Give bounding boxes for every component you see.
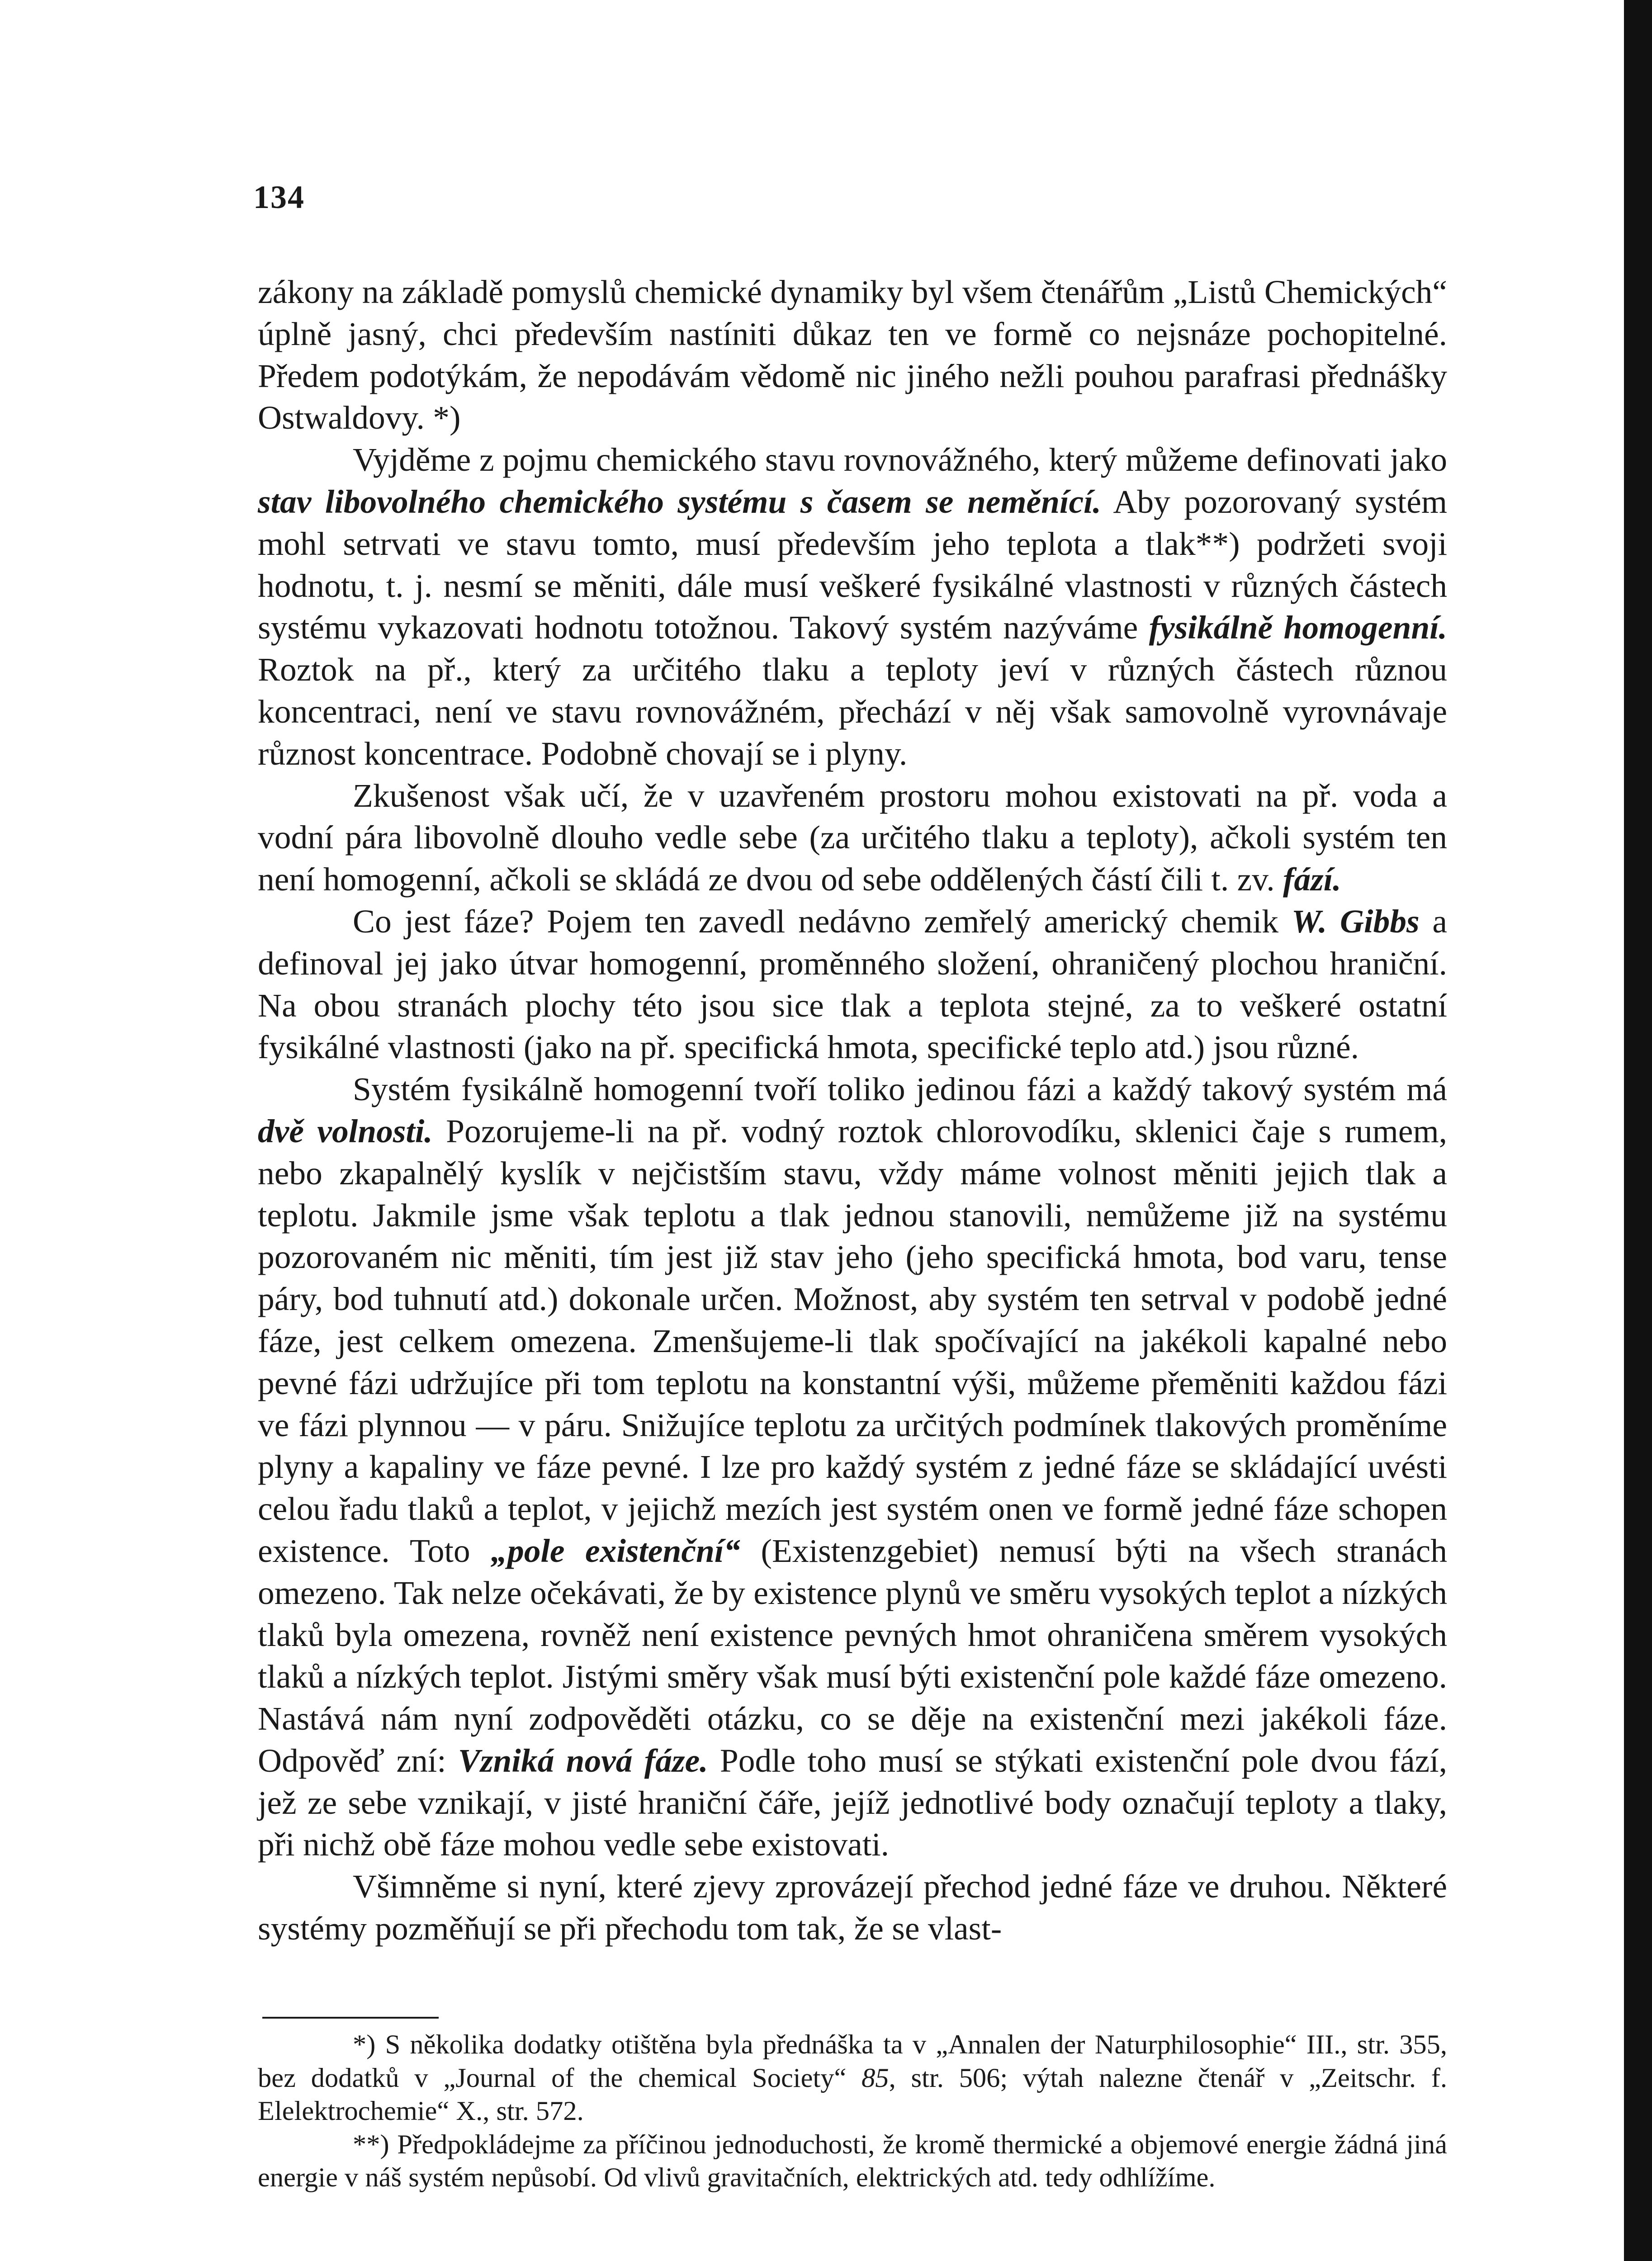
scan-edge-border: [1624, 0, 1652, 2261]
footnote-2-text: **) Předpokládejme za příčinou jednoduchosti, že kromě thermické a objemové energie žádná jiná energie v náš systém nepůsobí. Od vlivů gravitačních, elektrických atd. tedy odhlížíme.: [258, 2129, 1447, 2193]
paragraph-2-emphasis-b: fysikálně homogenní.: [1149, 609, 1447, 646]
paragraph-5-text-b: Pozorujeme-li na př. vodný roztok chlorovodíku, sklenici čaje s rumem, nebo zkapalnělý kyslík v nejčistším stavu, vždy máme volnost měniti jejich tlak a teplotu. Jakmile jsme však teplotu a tlak jednou stanovili, nemůžeme již na systému pozorovaném nic měniti, tím jest již stav jeho (jeho specifická hmota, bod varu, tense páry, bod tuhnutí atd.) dokonale určen. Možnost, aby systém ten setrval v podobě jedné fáze, jest celkem omezena. Zmenšujeme-li tlak spočívající na jakékoli kapalné nebo pevné fázi udržujíce při tom teplotu na konstantní výši, můžeme přeměniti každou fázi ve fázi plynnou — v páru. Snižujíce teplotu za určitých podmínek tlakových proměníme plyny a kapaliny ve fáze pevné. I lze pro každý systém z jedné fáze se skládající uvésti celou řadu tlaků a teplot, v jejichž mezích jest systém onen ve formě jedné fáze schopen existence. Toto: [258, 1112, 1447, 1569]
page-number: 134: [253, 179, 305, 215]
paragraph-2-text-b: Aby pozorovaný systém mohl setrvati ve stavu tomto, musí především jeho teplota a tlak**) podržeti svoji hodnotu, t. j. nesmí se měniti, dále musí veškeré fysikálné vlastnosti v různých částech systému vykazovati hodnotu totožnou. Takový systém nazýváme: [258, 483, 1447, 646]
footnote-1-text-b: , str. 506; výtah nalezne čtenář v „Zeitschr. f. Elelektrochemie“ X., str. 572.: [258, 2062, 1448, 2126]
paragraph-2-text-c: Roztok na př., který za určitého tlaku a teploty jeví v různých částech různou koncentraci, není ve stavu rovnovážném, přechází v něj však samovolně vyrovnávaje různost koncentrace. Podobně chovají se i plyny.: [258, 651, 1447, 772]
paragraph-2-text-a: Vyjděme z pojmu chemického stavu rovnovážného, který můžeme definovati jako: [353, 441, 1447, 478]
paragraph-1: [258, 271, 1447, 439]
paragraph-6-text: Všimněme si nyní, které zjevy zprovázejí přechod jedné fáze ve druhou. Některé systémy pozměňují se při přechodu tom tak, že se vlast-: [258, 1868, 1447, 1947]
paragraph-4: [258, 901, 1447, 1069]
paragraph-5-text-c: (Existenzgebiet) nemusí býti na všech stranách omezeno. Tak nelze očekávati, že by existence plynů ve směru vysokých teplot a nízkých tlaků byla omezena, rovněž není existence pevných hmot ohraničena směrem vysokých tlaků a nízkých teplot. Jistými směry však musí býti existenční pole každé fáze omezeno. Nastává nám nyní zodpověděti otázku, co se děje na existenční mezi jakékoli fáze. Odpověď zní:: [258, 1532, 1447, 1779]
footnote-1: [258, 2028, 1447, 2128]
main-text: [258, 271, 1447, 1950]
paragraph-6: [258, 1866, 1447, 1950]
footnotes: [258, 2028, 1447, 2195]
paragraph-1-text: zákony na základě pomyslů chemické dynamiky byl všem čtenářům „Listů Chemických“ úplně jasný, chci především nastíniti důkaz ten ve formě co nejsnáze pochopitelné. Předem podotýkám, že nepodávám vědomě nic jiného nežli pouhou parafrasi přednášky Ostwaldovy. *): [258, 274, 1447, 436]
paragraph-5-emphasis-c: Vzniká nová fáze.: [458, 1742, 708, 1779]
footnote-1-volume: 85: [862, 2062, 889, 2093]
paragraph-5-text-a: Systém fysikálně homogenní tvoří toliko jedinou fázi a každý takový systém má: [353, 1071, 1447, 1108]
paragraph-5-text-d: Podle toho musí se stýkati existenční pole dvou fází, jež ze sebe vznikají, v jisté hraniční čáře, jejíž jednotlivé body označují teploty a tlaky, při nichž obě fáze mohou vedle sebe existovati.: [258, 1742, 1447, 1863]
paragraph-3-emphasis-a: fází.: [1283, 861, 1341, 898]
footnote-1-text-a: *) S několika dodatky otištěna byla přednáška ta v „Annalen der Naturphilosophie“ III., str. 355, bez dodatků v „Journal of the chemical Society“: [258, 2029, 1447, 2093]
paragraph-2: [258, 439, 1447, 775]
footnote-2: [258, 2128, 1447, 2195]
footnote-divider: [262, 2017, 439, 2019]
paragraph-4-emphasis-a: W. Gibbs: [1291, 903, 1420, 940]
paragraph-3: [258, 775, 1447, 901]
paragraph-5-emphasis-a: dvě volnosti.: [258, 1112, 433, 1149]
paragraph-3-text-a: Zkušenost však učí, že v uzavřeném prostoru mohou existovati na př. voda a vodní pára libovolně dlouho vedle sebe (za určitého tlaku a teploty), ačkoli systém ten není homogenní, ačkoli se skládá ze dvou od sebe oddělených částí čili t. zv.: [258, 777, 1447, 898]
paragraph-2-emphasis-a: stav libovolného chemického systému s časem se neměnící.: [258, 483, 1101, 520]
paragraph-4-text-b: a definoval jej jako útvar homogenní, proměnného složení, ohraničený plochou hraniční. Na obou stranách plochy této jsou sice tlak a teplota stejné, za to veškeré ostatní fysikálné vlastnosti (jako na př. specifická hmota, specifické teplo atd.) jsou různé.: [258, 903, 1448, 1066]
paragraph-5-emphasis-b: „pole existenční“: [491, 1532, 741, 1569]
paragraph-4-text-a: Co jest fáze? Pojem ten zavedl nedávno zemřelý americký chemik: [353, 903, 1292, 940]
paragraph-5: [258, 1069, 1447, 1866]
